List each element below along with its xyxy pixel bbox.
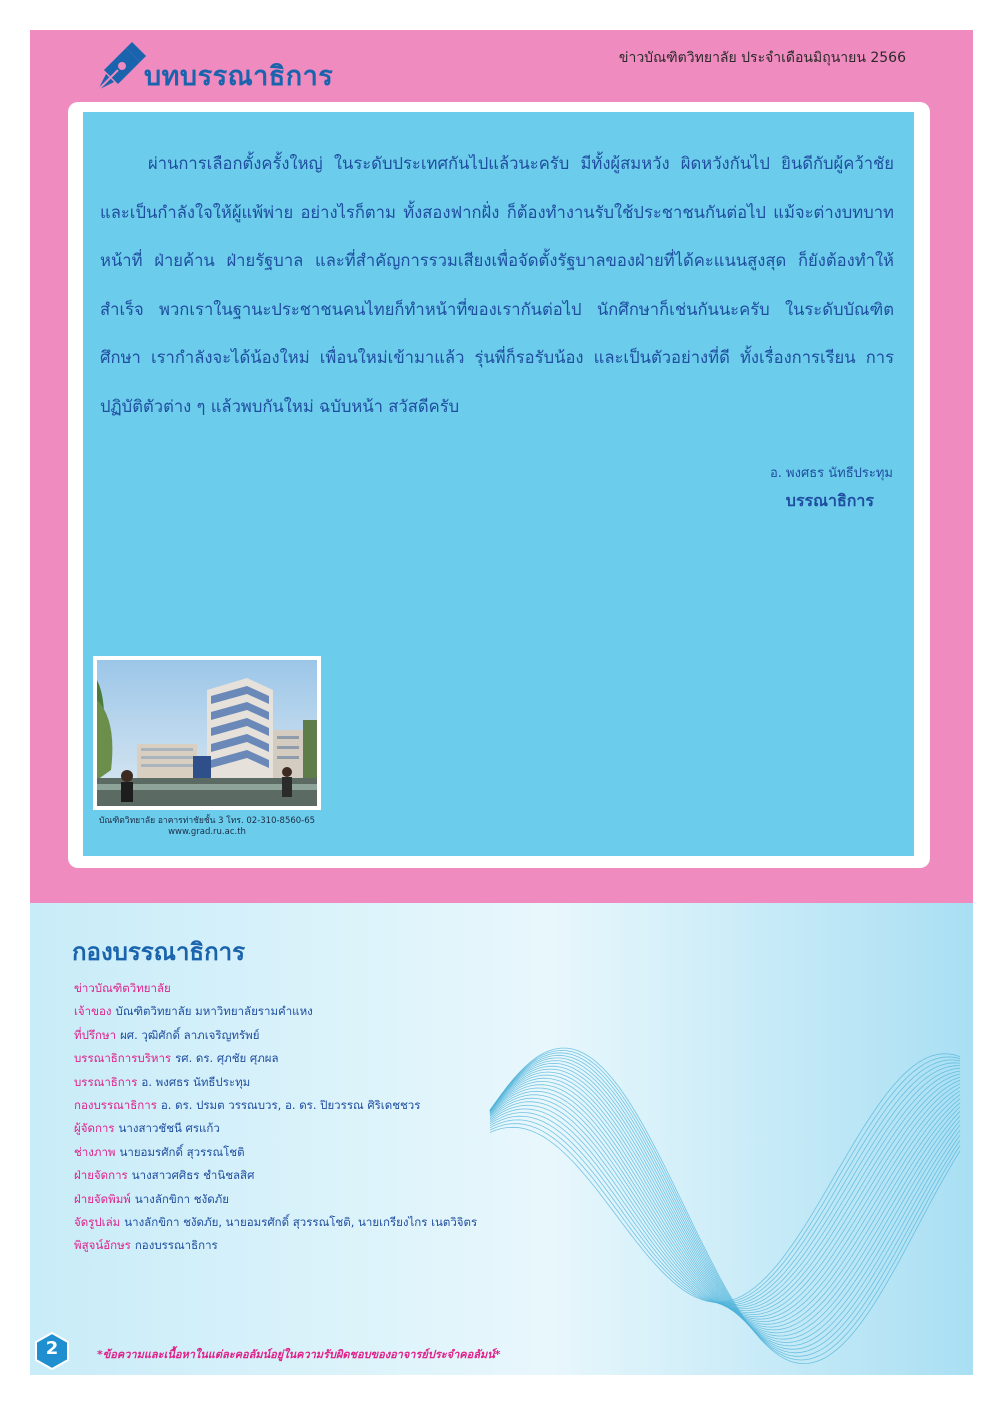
board-entry-role: ที่ปรึกษา (74, 1027, 117, 1042)
editorial-body: ผ่านการเลือกตั้งครั้งใหญ่ ในระดับประเทศกันไปแล้วนะครับ มีทั้งผู้สมหวัง ผิดหวังกันไป ยินดีกับผู้คว้าชัย และเป็นกำลังใจให้ผู้แพ้พ่าย อย่างไรก็ตาม ทั้งสองฟากฝั่ง ก็ต้องทำงานรับใช้ประชาชนกันต่อไป แม้จะต่างบทบาทหน้าที่ ฝ่ายค้าน ฝ่ายรัฐบาล และที่สำคัญการรวมเสียงเพื่อจัดตั้งรัฐบาลของฝ่ายที่ได้คะแนนสูงสุด ก็ยังต้องทำให้สำเร็จ พวกเราในฐานะประชาชนคนไทยก็ทำหน้าที่ของเรากันต่อไป นักศึกษาก็เช่นกันนะครับ ในระดับบัณฑิตศึกษา เรากำลังจะได้น้องใหม่ เพื่อนใหม่เข้ามาแล้ว รุ่นพี่ก็รอรับน้อง และเป็นตัวอย่างที่ดี ทั้งเรื่องการเรียน การปฏิบัติตัวต่าง ๆ แล้วพบกันใหม่ ฉบับหน้า สวัสดีครับ (100, 154, 894, 416)
board-entry-role: บรรณาธิการบริหาร (74, 1051, 172, 1066)
board-entry-value: นางสาวชัชนี ศรแก้ว (118, 1121, 220, 1136)
wave-line (490, 1074, 960, 1311)
author-name: อ. พงศธร นัทธีประทุม (769, 466, 893, 481)
wave-line (490, 1078, 960, 1327)
board-entry-role: เจ้าของ (74, 1004, 112, 1019)
board-entry-role: ช่างภาพ (74, 1144, 116, 1159)
board-entry (74, 1188, 554, 1211)
board-entry-role: ผู้จัดการ (74, 1121, 115, 1136)
board-entry (74, 1094, 554, 1117)
wave-line (490, 1048, 960, 1364)
board-entry-value: กองบรรณาธิการ (134, 1238, 218, 1253)
page-number: 2 (45, 1338, 59, 1359)
board-title: กองบรรณาธิการ (72, 938, 245, 966)
board-entry-value: นางลักขิกา ชงัดภัย, นายอมรศักดิ์ สุวรรณโชติ, นายเกรียงไกร เนตวิจิตร (124, 1215, 478, 1230)
page-header (96, 40, 906, 95)
board-entry-value: อ. ดร. ปรมต วรรณบวร, อ. ดร. ปิยวรรณ ศิริเดชชวร (160, 1098, 421, 1113)
board-entry-role: ฝ่ายจัดพิมพ์ (74, 1191, 131, 1206)
board-entry-value: นางสาวศศิธร ชำนิชลสิศ (131, 1168, 255, 1183)
wave-line (490, 1055, 960, 1353)
board-entry (74, 1047, 554, 1070)
wave-line (490, 1063, 960, 1305)
board-entry (74, 1071, 554, 1094)
board-entry-role: พิสูจน์อักษร (74, 1238, 131, 1253)
board-entry-value: นายอมรศักดิ์ สุวรรณโชติ (119, 1144, 245, 1159)
wave-line (490, 1081, 960, 1324)
board-entry-value: ผศ. วุฒิศักดิ์ ลาภเจริญทรัพย์ (120, 1027, 260, 1042)
caption-url: www.grad.ru.ac.th (168, 827, 246, 837)
board-list (74, 977, 554, 1258)
wave-line (490, 1075, 960, 1330)
board-entry (74, 1164, 554, 1187)
board-entry-value: รศ. ดร. ศุภชัย ศุภผล (175, 1051, 279, 1066)
signature-block (770, 462, 893, 514)
building-photo (97, 660, 317, 806)
board-entry (74, 977, 554, 1000)
wave-line (490, 1085, 960, 1322)
board-entry (74, 1211, 554, 1234)
board-entry-role: บรรณาธิการ (74, 1074, 138, 1089)
pen-nib-icon (96, 40, 146, 92)
page-title: บทบรรณาธิการ (144, 61, 334, 92)
caption-line-1: บัณฑิตวิทยาลัย อาคารท่าชัยชั้น 3 โทร. 02-310-8560-65 (98, 816, 316, 826)
board-entry-role: ข่าวบัณฑิตวิทยาลัย (74, 981, 171, 995)
board-entry (74, 1234, 554, 1257)
board-entry (74, 1117, 554, 1140)
board-entry-value: บัณฑิตวิทยาลัย มหาวิทยาลัยรามคำแหง (115, 1004, 313, 1019)
board-entry-value: อ. พงศธร นัทธีประทุม (141, 1074, 251, 1089)
board-entry (74, 1000, 554, 1023)
disclaimer-note: *ข้อความและเนื้อหาในแต่ละคอลัมน์อยู่ในความรับผิดชอบของอาจารย์ประจำคอลัมน์* (97, 1348, 501, 1361)
board-entry-role: กองบรรณาธิการ (74, 1098, 157, 1113)
building-photo-frame (93, 656, 321, 810)
wave-line (490, 1071, 960, 1309)
board-entry (74, 1141, 554, 1164)
author-role: บรรณาธิการ (785, 491, 874, 510)
board-entry-role: ฝ่ายจัดการ (74, 1168, 128, 1183)
board-entry-role: จัดรูปเล่ม (74, 1215, 121, 1230)
issue-label: ข่าวบัณฑิตวิทยาลัย ประจำเดือนมิถุนายน 2566 (618, 50, 906, 66)
photo-caption (86, 816, 328, 838)
board-entry (74, 1024, 554, 1047)
wave-line (490, 1080, 960, 1314)
board-entry-value: นางลักขิกา ชงัดภัย (134, 1191, 229, 1206)
